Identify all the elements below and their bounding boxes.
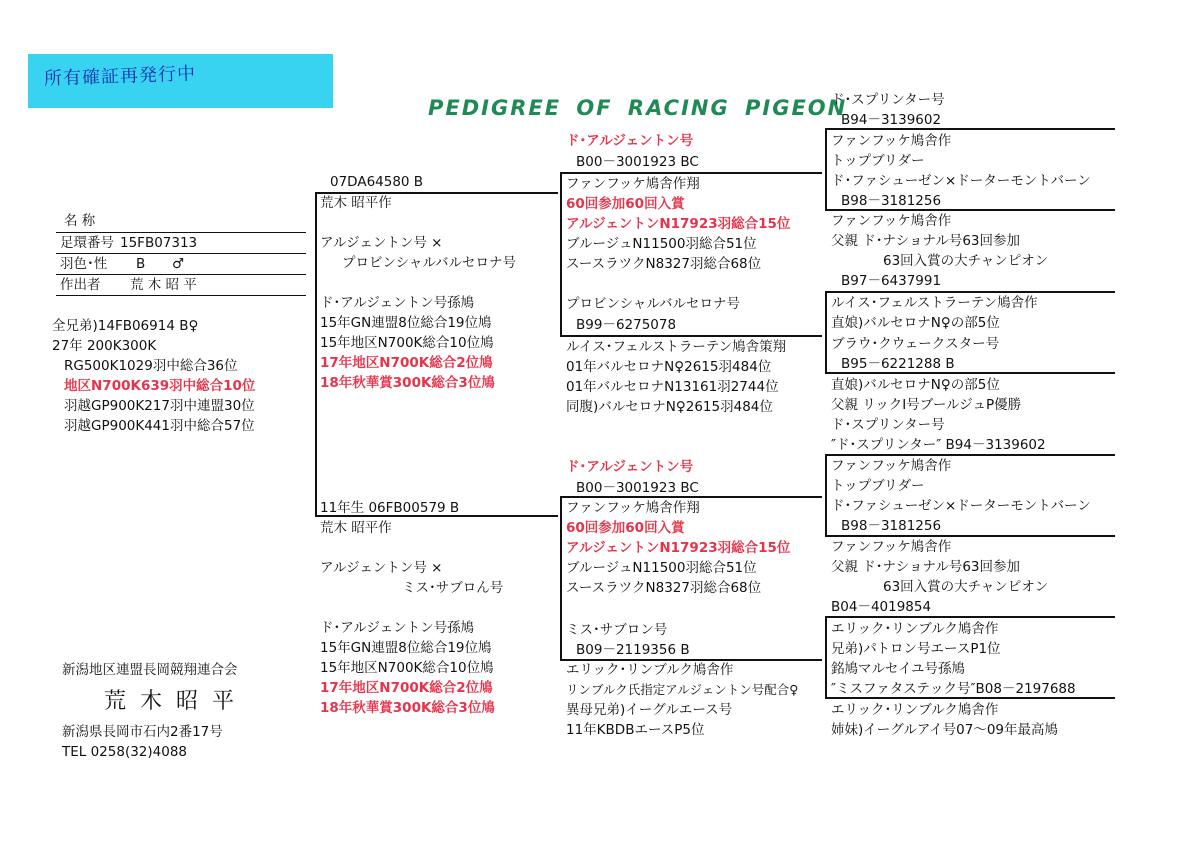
owner-name: 荒木昭平 [104,689,249,714]
ggp-1: ド･スプリンター号 B94－3139602 [831,92,945,128]
sire-info: 荒木 昭平作 アルジェントン号 × プロビンシャルバルセロナ号 ド･アルジェントン号孫鳩 15年GN連盟8位総合19位鳩 15年地区N700K総合10位鳩 17年地区N700K総合2位鳩 18年秋華賞300K総合3位鳩 [320,195,516,391]
owner-address: 新潟県長岡市石内2番17号 [62,724,223,740]
owner-tel: TEL 0258(32)4088 [62,744,188,760]
ggp-6: 直娘)バルセロナN♀の部5位 父親 リックⅠ号ブールジュP優勝 [831,377,1022,413]
gp4-info: エリック･リンブルク鳩舎作 リンブルク氏指定アルジェントン号配合♀ 異母兄弟)イーグルエース号 11年KBDBエースP5位 [566,662,799,738]
bird-records [52,316,255,436]
ggp-5: ブラウ･クウェークスター号 B95－6221288 B [831,336,1000,372]
gp2-name: プロビンシャルバルセロナ号 [566,296,740,312]
dam-ring: 11年生 06FB00579 B [320,500,460,516]
gp3-ring: B00－3001923 BC [576,480,699,496]
record-line: 27年 200K300K [52,338,157,354]
breeder-label: 作出者 [60,277,101,293]
ring-number: 15FB07313 [120,235,198,251]
ggp-2: ファンフッケ鳩舎作 トップブリダー ド･ファシューゼン×ドーターモントバーン B98－3181256 [831,133,1091,209]
record-line: 羽越GP900K217羽中連盟30位 [64,398,255,414]
ggp-8: ファンフッケ鳩舎作 トップブリダー ド･ファシューゼン×ドーターモントバーン B98－3181256 [831,458,1091,534]
color-sex-label: 羽色･性 [60,256,108,272]
gp4-ring: B09－2119356 B [576,642,690,658]
sire-ring: 07DA64580 B [330,174,424,190]
record-line: 地区N700K639羽中総合10位 [64,378,256,394]
gp1-name: ド･アルジェントン号 [566,133,694,149]
gp4-name: ミス･サブロン号 [566,622,668,638]
breeder-name: 荒 木 昭 平 [130,277,197,293]
sticky-note-text: 所有確証再発行中 [43,63,197,90]
ggp-9: ファンフッケ鳩舎作 父親 ド･ナショナル号63回参加 63回入賞の大チャンピオン B04－4019854 [831,539,1049,615]
color-value: B [136,256,146,272]
ggp-4: ルイス･フェルストラーテン鳩舎作 直娘)バルセロナN♀の部5位 [831,295,1038,331]
owner-club: 新潟地区連盟長岡競翔連合会 [62,662,238,678]
gp1-info: ファンフッケ鳩舎作翔 60回参加60回入賞 アルジェントンN17923羽総合15位 ブルージュN11500羽総合51位 スースラツクN8327羽総合68位 [566,176,791,272]
sex-value: ♂ [172,256,185,272]
ggp-11: エリック･リンブルク鳩舎作 姉妹)イーグルアイ号07～09年最高鳩 [831,702,1059,738]
ggp-10: エリック･リンブルク鳩舎作 兄弟)パトロン号エースP1位 銘鳩マルセイユ号孫鳩 ″ミスファタステック号″B08－2197688 [831,621,1076,697]
page-title: PEDIGREE OF RACING PIGEON [428,96,848,120]
ggp-7: ド･スプリンター号 ″ド･スプリンター″ B94－3139602 [831,417,1046,453]
gp2-ring: B99－6275078 [576,317,677,333]
record-line: 羽越GP900K441羽中総合57位 [64,418,255,434]
ring-label: 足環番号 [60,235,114,251]
dam-info: 荒木 昭平作 アルジェントン号 × ミス･サブロん号 ド･アルジェントン号孫鳩 15年GN連盟8位総合19位鳩 15年地区N700K総合10位鳩 17年地区N700K総合2位鳩 18年秋華賞300K総合3位鳩 [320,520,504,716]
name-label: 名 称 [64,213,96,229]
gp3-info: ファンフッケ鳩舎作翔 60回参加60回入賞 アルジェントンN17923羽総合15位 ブルージュN11500羽総合51位 スースラツクN8327羽総合68位 [566,500,791,596]
gp2-info: ルイス･フェルストラーテン鳩舎策翔 01年バルセロナN♀2615羽484位 01年バルセロナN13161羽2744位 同腹)バルセロナN♀2615羽484位 [566,339,787,415]
ggp-3: ファンフッケ鳩舎作 父親 ド･ナショナル号63回参加 63回入賞の大チャンピオン B97－6437991 [831,213,1049,289]
record-line: RG500K1029羽中総合36位 [64,358,238,374]
record-line: 全兄弟)14FB06914 B♀ [52,318,199,334]
gp1-ring: B00－3001923 BC [576,154,699,170]
gp3-name: ド･アルジェントン号 [566,459,694,475]
